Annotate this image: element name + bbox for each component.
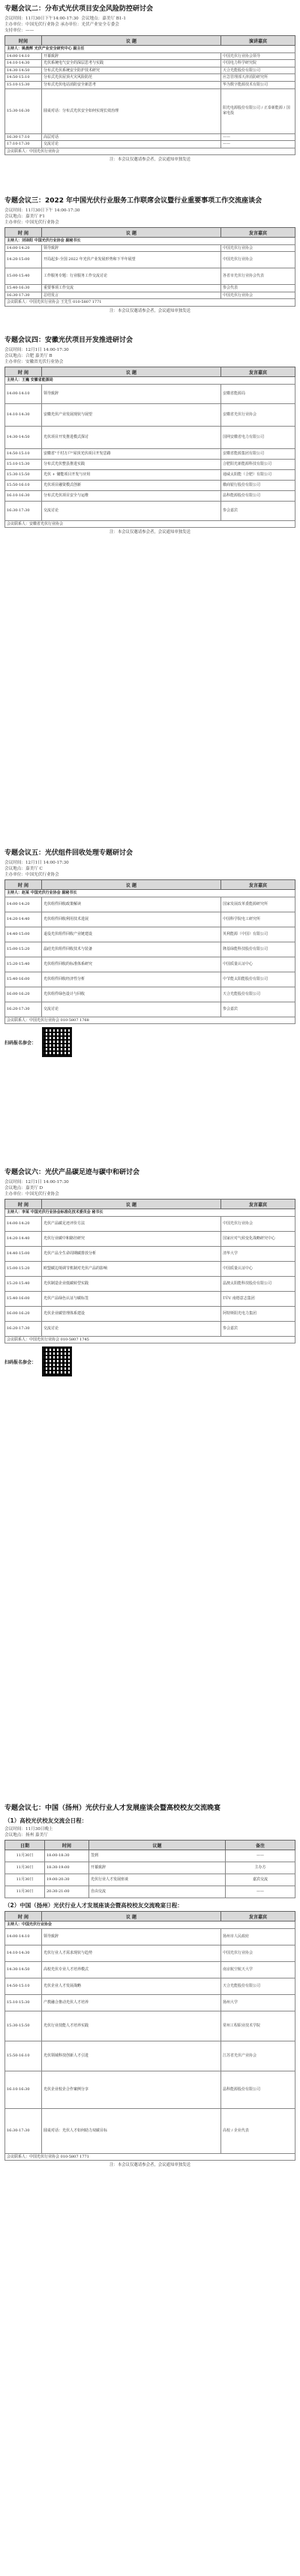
table-row <box>5 480 296 490</box>
meta-location: 会议地点：合肥 嘉美厅 B <box>4 354 52 358</box>
table-row <box>5 2108 296 2153</box>
col-time: 时 间 <box>5 367 42 377</box>
contact-line: 会议联系人：中国光伏行业协会 王先生 010-5807 1771 <box>5 299 296 307</box>
remark-cell: 主办方 <box>226 1862 296 1874</box>
col-time: 时间 <box>45 1841 89 1850</box>
host-line: 主持人：中国光伏行业协会 <box>5 1922 296 1929</box>
topic-cell: 开局起步-全国 2022 年光伏产业发展形势和下半年展望 <box>42 252 221 268</box>
time-cell: 18:30-19:00 <box>45 1862 89 1874</box>
speaker-cell: 晶科能源股份有限公司 <box>221 490 296 501</box>
topic-cell: 光伏组件回收经济性分析 <box>42 972 221 987</box>
speaker-cell: 南京航空航天大学 <box>221 1961 296 1978</box>
table-row <box>5 1994 296 2011</box>
time-cell: 15:20-15:40 <box>5 1276 42 1291</box>
col-time: 时间 <box>5 36 42 46</box>
topic-cell: 光伏组件回收政策解读 <box>42 897 221 912</box>
table-row <box>5 1291 296 1306</box>
topic-cell: 光伏制造企业低碳转型实践 <box>42 1276 221 1291</box>
topic-cell: 分布式光伏电站消防安全新思考 <box>42 81 221 88</box>
contact-line: 会议联系人：中国光伏行业协会 <box>5 148 296 155</box>
meta-support: 支持单位：—— <box>4 28 34 33</box>
time-cell: 14:10-14:30 <box>5 1945 42 1961</box>
topic-cell: 分布式光伏屋顶火灾风险防范 <box>42 74 221 82</box>
speaker-cell: 中国质量认证中心 <box>221 1261 296 1276</box>
table-header-row <box>5 1912 296 1922</box>
topic-cell: 高校光伏专业人才培养模式 <box>42 1961 221 1978</box>
time-cell: 14:00-14:10 <box>5 52 42 60</box>
topic-cell: 分布式光伏项目安全与运维 <box>42 490 221 501</box>
time-cell: 16:30-17:30 <box>5 501 42 520</box>
meta-location: 会议地点：嘉美厅 F1 <box>4 214 45 219</box>
speaker-cell: 天合光能股份有限公司 <box>221 67 296 74</box>
subheading: （1）高校光伏校友交流会日程： <box>4 1817 88 1824</box>
qr-code-icon[interactable] <box>42 1346 72 1376</box>
speaker-cell: 天合光能股份有限公司 <box>221 1978 296 1994</box>
topic-cell: 交流讨论 <box>42 141 221 148</box>
agenda-table <box>4 367 296 528</box>
topic-cell: 光伏项目融资模式创新 <box>42 480 221 490</box>
speaker-cell: 国家应对气候变化战略研究中心 <box>221 1231 296 1246</box>
meta-location: 会议地点：嘉美厅 D <box>4 1186 44 1191</box>
section-title: 专题会议二：分布式光伏项目安全风险防控研讨会 <box>4 5 154 13</box>
time-cell: 15:30-15:50 <box>5 2011 42 2041</box>
time-cell: 16:30-17:30 <box>5 292 42 299</box>
speaker-cell: 常州工程职业技术学院 <box>221 2011 296 2041</box>
time-cell: 15:00-15:20 <box>5 1261 42 1276</box>
agenda-table <box>4 227 296 307</box>
time-cell: 15:50-16:10 <box>5 2041 42 2071</box>
table-row <box>5 60 296 67</box>
speaker-cell: 中国光伏行业协会 <box>221 1945 296 1961</box>
speaker-cell: 扬州市人民政府 <box>221 1928 296 1945</box>
agenda-table <box>4 1911 296 2161</box>
date-cell: 11月30日 <box>5 1862 45 1874</box>
speaker-cell: 高校 / 企业代表 <box>221 2108 296 2153</box>
time-cell: 17:10-17:30 <box>5 141 42 148</box>
host-line: 主持人：李某 中国光伏行业协会标准化技术委员会 秘书长 <box>5 1209 296 1217</box>
topic-cell: 安徽光伏产业发展现状与展望 <box>42 403 221 426</box>
table-header-row <box>5 36 296 46</box>
topic-cell: 领导致辞 <box>42 244 221 252</box>
speaker-cell: 阿特斯阳光电力集团 <box>221 1306 296 1321</box>
topic-cell: 光伏行业碳中和路径研究 <box>42 1231 221 1246</box>
col-topic: 议题 <box>89 1841 226 1850</box>
time-cell: 16:10-16:30 <box>5 490 42 501</box>
speaker-cell: 晶澳太阳能科技股份有限公司 <box>221 1276 296 1291</box>
table-row <box>5 1886 296 1898</box>
speaker-cell: 安徽省光伏行业协会 <box>221 403 296 426</box>
meta-time: 会议时间：11月30日下午14:00-17:30 会议地点：嘉美厅 B1-1 <box>4 16 126 21</box>
time-cell: 16:20-17:30 <box>5 1002 42 1017</box>
time-cell: 15:40-16:00 <box>5 1291 42 1306</box>
topic-cell: 光伏组件绿色设计与回收 <box>42 987 221 1002</box>
meta-time: 会议时间：11月30日下午 14:00-17:30 <box>4 208 80 213</box>
table-row <box>5 1874 296 1886</box>
table-row <box>5 912 296 927</box>
time-cell: 14:50-15:10 <box>5 74 42 82</box>
qr-label: 扫码报名参会： <box>4 1040 37 1046</box>
contact-line: 会议联系人：安徽省光伏行业协会 <box>5 520 296 528</box>
time-cell: 15:10-15:30 <box>5 459 42 469</box>
table-row <box>5 1261 296 1276</box>
speaker-cell: 徽商银行股份有限公司 <box>221 480 296 490</box>
speaker-cell: 应急管理部天津消防研究所 <box>221 74 296 82</box>
remark-cell: —— <box>226 1886 296 1898</box>
time-cell: 15:40-16:30 <box>5 285 42 292</box>
table-row <box>5 1978 296 1994</box>
table-row <box>5 252 296 268</box>
time-cell: 14:40-15:00 <box>5 927 42 942</box>
topic-cell: 晶硅光伏组件回收技术与装备 <box>42 942 221 957</box>
table-header-row <box>5 1200 296 1209</box>
speaker-cell: 中节能太阳能股份有限公司 <box>221 972 296 987</box>
time-cell: 16:00-16:20 <box>5 987 42 1002</box>
topic-cell: 光伏企业碳管理体系建设 <box>42 1306 221 1321</box>
table-row <box>5 972 296 987</box>
note: 注：本会议仅邀请参会者，会议通知单独发送 <box>110 157 190 163</box>
table-row <box>5 897 296 912</box>
time-cell: 15:20-15:40 <box>5 957 42 972</box>
topic-cell: 自由交流 <box>89 1886 226 1898</box>
speaker-cell: 参会嘉宾 <box>221 1321 296 1336</box>
table-row <box>5 1945 296 1961</box>
speaker-cell: 江苏省光伏产业协会 <box>221 2041 296 2071</box>
meta-host-unit: 主办单位：中国光伏行业协会 <box>4 873 59 877</box>
time-cell: 14:30-14:50 <box>5 426 42 448</box>
time-cell: 15:30-16:30 <box>5 88 42 133</box>
time-cell: 15:00-15:20 <box>5 942 42 957</box>
table-row <box>5 1246 296 1261</box>
table-row <box>5 942 296 957</box>
topic-cell: 光伏产品碳足迹评价方法 <box>42 1216 221 1231</box>
table-header-row <box>5 367 296 377</box>
host-line: 主持人：姚晨辉 光伏产业安全研究中心 副主任 <box>5 46 296 53</box>
speaker-cell: 中国光伏行业协会 <box>221 244 296 252</box>
topic-cell: 分布式光伏系统安全防护技术研究 <box>42 67 221 74</box>
section-title: 专题会议三：2022 年中国光伏行业服务工作联席会议暨行业重要事项工作交流座谈会 <box>4 197 262 205</box>
section-title: 专题会议五：光伏组件回收处理专题研讨会 <box>4 849 134 857</box>
table-row <box>5 1321 296 1336</box>
col-time: 时 间 <box>5 228 42 238</box>
time-cell: 14:50-15:10 <box>5 1978 42 1994</box>
date-cell: 11月30日 <box>5 1886 45 1898</box>
topic-cell: 光伏领域科技创新人才引进 <box>42 2041 221 2071</box>
table-row <box>5 1231 296 1246</box>
time-cell: 16:30-17:30 <box>5 2108 42 2153</box>
topic-cell: 交流讨论 <box>42 501 221 520</box>
speaker-cell: 天合光能股份有限公司 <box>221 987 296 1002</box>
speaker-cell: 扬州大学 <box>221 1994 296 2011</box>
col-speaker: 发言嘉宾 <box>221 228 296 238</box>
time-cell: 15:40-16:00 <box>5 972 42 987</box>
table-row <box>5 2041 296 2071</box>
table-row <box>5 1850 296 1862</box>
col-remark: 备注 <box>226 1841 296 1850</box>
topic-cell: 交流讨论 <box>42 1002 221 1017</box>
section-4 <box>4 849 296 1057</box>
table-header-row <box>5 880 296 890</box>
host-line: 主持人：王巍 安徽省能源局 <box>5 377 296 385</box>
time-cell: 16:20-17:30 <box>5 1321 42 1336</box>
table-row <box>5 469 296 480</box>
agenda-table <box>4 879 296 1024</box>
speaker-cell: 安徽省能源集团有限公司 <box>221 448 296 459</box>
topic-cell: 产教融合推动光伏人才培养 <box>42 1994 221 2011</box>
table-row <box>5 244 296 252</box>
table-row <box>5 1306 296 1321</box>
time-cell: 15:30-15:50 <box>5 469 42 480</box>
time-cell: 14:20-14:40 <box>5 1231 42 1246</box>
time-cell: 15:10-15:30 <box>5 1994 42 2011</box>
section-6 <box>4 1804 296 2169</box>
topic-cell: 光伏行业技能人才培养实践 <box>42 2011 221 2041</box>
section-title: 专题会议七：中国（扬州）光伏行业人才发展座谈会暨高校校友交流晚宴 <box>4 1805 221 1812</box>
table-row <box>5 74 296 82</box>
col-speaker: 发言嘉宾 <box>221 1200 296 1209</box>
time-cell: 16:10-16:30 <box>5 2071 42 2108</box>
table-row <box>5 490 296 501</box>
topic-cell: 签到 <box>89 1850 226 1862</box>
meta-host-unit: 主办单位：中国光伏行业协会 <box>4 220 59 225</box>
table-row <box>5 1216 296 1231</box>
table-row <box>5 459 296 469</box>
col-topic: 议 题 <box>42 36 221 46</box>
speaker-cell: 晶科能源股份有限公司 <box>221 2071 296 2108</box>
time-cell: 14:00-14:20 <box>5 1216 42 1231</box>
agenda-table <box>4 35 296 155</box>
host-line: 主持人：刘译阳 中国光伏行业协会 副秘书长 <box>5 238 296 245</box>
table-row <box>5 927 296 942</box>
section-title: 专题会议六：光伏产品碳足迹与碳中和研讨会 <box>4 1169 140 1176</box>
section-title: 专题会议四：安徽光伏项目开发推进研讨会 <box>4 337 134 344</box>
table-row <box>5 403 296 426</box>
contact-line: 会议联系人：中国光伏行业协会 010-5807 1771 <box>5 2153 296 2161</box>
topic-cell: 圆桌对话：光伏人才如何助力双碳目标 <box>42 2108 221 2153</box>
qr-code-icon[interactable] <box>42 1027 72 1057</box>
table-row <box>5 285 296 292</box>
topic-cell: 重要事项工作交流 <box>42 285 221 292</box>
note: 注：本会议仅邀请参会者，会议通知单独发送 <box>110 2163 190 2168</box>
meta-host-unit: 主办单位：中国光伏行业协会 承办单位：光伏产业安全专委会 <box>4 22 119 27</box>
meta-time: 会议时间：11月30日晚上 <box>4 1827 53 1832</box>
speaker-cell: 华为数字能源技术有限公司 <box>221 81 296 88</box>
remark-cell: —— <box>226 1850 296 1862</box>
section-1 <box>4 4 296 163</box>
time-cell: 14:20-14:40 <box>5 912 42 927</box>
speaker-cell: 参会代表 <box>221 285 296 292</box>
date-cell: 11月30日 <box>5 1850 45 1862</box>
time-cell: 14:10-14:30 <box>5 403 42 426</box>
speaker-cell: 中国光伏行业协会 <box>221 252 296 268</box>
speaker-cell: 通威太阳能（合肥）有限公司 <box>221 469 296 480</box>
speaker-cell: 隆基绿能科技股份有限公司 <box>221 942 296 957</box>
speaker-cell: 阳光电源股份有限公司 / 正泰新能源 / 国家电投 <box>221 88 296 133</box>
table-row <box>5 2071 296 2108</box>
table-header-row <box>5 1841 296 1850</box>
table-row <box>5 957 296 972</box>
table-row <box>5 448 296 459</box>
table-row <box>5 81 296 88</box>
col-speaker: 发言嘉宾 <box>221 367 296 377</box>
speaker-cell: TÜV 南德意志集团 <box>221 1291 296 1306</box>
meta-time: 会议时间：12月1日 14:00-17:30 <box>4 1180 69 1185</box>
time-cell: 14:10-14:30 <box>5 60 42 67</box>
time-cell: 14:00-14:20 <box>5 244 42 252</box>
speaker-cell: 清华大学 <box>221 1246 296 1261</box>
col-topic: 议 题 <box>42 1912 221 1922</box>
time-cell: 15:50-16:10 <box>5 480 42 490</box>
contact-line: 会议联系人：中国光伏行业协会 010-5807 1745 <box>5 1336 296 1343</box>
table-row <box>5 268 296 285</box>
topic-cell: 光伏组件回收利用技术进展 <box>42 912 221 927</box>
speaker-cell: 中国质量认证中心 <box>221 957 296 972</box>
table-row <box>5 67 296 74</box>
meta-location: 会议地点：嘉美厅 C <box>4 867 43 871</box>
time-cell: 14:30-14:50 <box>5 67 42 74</box>
topic-cell: 分布式光伏整县推进实践 <box>42 459 221 469</box>
col-topic: 议 题 <box>42 880 221 890</box>
table-row <box>5 987 296 1002</box>
speaker-cell: 中国光伏行业协会 <box>221 1216 296 1231</box>
meta-host-unit: 主办单位：安徽省光伏行业协会 <box>4 360 64 364</box>
meta-location: 会议地点：扬州 嘉美厅 <box>4 1833 48 1838</box>
table-row <box>5 88 296 133</box>
topic-cell: 光伏产品绿色认证与碳标签 <box>42 1291 221 1306</box>
topic-cell: 光伏企业人才发展战略 <box>42 1978 221 1994</box>
table-row <box>5 1928 296 1945</box>
col-date: 日期 <box>5 1841 45 1850</box>
meta-time: 会议时间：12月1日 14:00-17:30 <box>4 861 69 865</box>
topic-cell: 光伏项目开发推进模式探讨 <box>42 426 221 448</box>
col-time: 时 间 <box>5 880 42 890</box>
topic-cell: 光伏 + 储能项目开发与应用 <box>42 469 221 480</box>
time-cell: 20:30-21:00 <box>45 1886 89 1898</box>
col-speaker: 发言嘉宾 <box>221 880 296 890</box>
topic-cell: 领导致辞 <box>42 1928 221 1945</box>
table-row <box>5 1002 296 1017</box>
contact-line: 会议联系人：中国光伏行业协会 010-5807 1768 <box>5 1017 296 1024</box>
time-cell: 14:30-14:50 <box>5 1961 42 1978</box>
time-cell: 14:40-15:00 <box>5 1246 42 1261</box>
schedule-table <box>4 1840 296 1898</box>
time-cell: 14:00-14:10 <box>5 1928 42 1945</box>
topic-cell: 安徽省"千村万户"屋顶光伏项目开发思路 <box>42 448 221 459</box>
topic-cell: 高层对话 <box>42 133 221 141</box>
topic-cell: 总结发言 <box>42 292 221 299</box>
col-time: 时 间 <box>5 1912 42 1922</box>
time-cell: 16:00-16:20 <box>5 1306 42 1321</box>
speaker-cell: —— <box>221 133 296 141</box>
speaker-cell: 安徽省能源局 <box>221 384 296 403</box>
remark-cell: 嘉宾交流 <box>226 1874 296 1886</box>
speaker-cell: 参会嘉宾 <box>221 1002 296 1017</box>
time-cell: 14:00-14:10 <box>5 384 42 403</box>
date-cell: 11月30日 <box>5 1874 45 1886</box>
speaker-cell: 中国科学院电工研究所 <box>221 912 296 927</box>
speaker-cell: 中国光伏行业协会 <box>221 292 296 299</box>
section-5 <box>4 1168 296 1376</box>
note: 注：本会议仅邀请参会者，会议通知单独发送 <box>110 530 190 535</box>
host-line: 主持人：赵某 中国光伏行业协会 副秘书长 <box>5 890 296 897</box>
col-speaker: 发言嘉宾 <box>221 1912 296 1922</box>
topic-cell: 光伏企业校企合作案例分享 <box>42 2071 221 2108</box>
topic-cell: 圆桌对话：分布式光伏安全如何实现长效治理 <box>42 88 221 133</box>
speaker-cell: 英利能源（中国）有限公司 <box>221 927 296 942</box>
speaker-cell: —— <box>221 141 296 148</box>
time-cell: 15:00-15:40 <box>5 268 42 285</box>
topic-cell: 光伏产品全生命周期碳排放分析 <box>42 1246 221 1261</box>
topic-cell: 交流讨论 <box>42 1321 221 1336</box>
qr-block <box>4 1027 296 1057</box>
table-row <box>5 1961 296 1978</box>
col-time: 时 间 <box>5 1200 42 1209</box>
topic-cell: 光伏行业人才需求现状与趋势 <box>42 1945 221 1961</box>
time-cell: 14:20-15:00 <box>5 252 42 268</box>
topic-cell: 欧盟碳边境调节机制对光伏产品的影响 <box>42 1261 221 1276</box>
topic-cell: 退役光伏组件回收产业链建设 <box>42 927 221 942</box>
topic-cell: 工作服务专题：行业服务工作交流讨论 <box>42 268 221 285</box>
col-topic: 议 题 <box>42 367 221 377</box>
topic-cell: 光伏系统电气安全的深层思考与实践 <box>42 60 221 67</box>
time-cell: 15:10-15:30 <box>5 81 42 88</box>
topic-cell: 领导致辞 <box>42 384 221 403</box>
time-cell: 18:00-18:30 <box>45 1850 89 1862</box>
table-row <box>5 141 296 148</box>
qr-block <box>4 1346 296 1376</box>
table-row <box>5 2011 296 2041</box>
speaker-cell: 参会嘉宾 <box>221 501 296 520</box>
topic-cell: 光伏行业人才发展座谈 <box>89 1874 226 1886</box>
meta-time: 会议时间：12月1日 14:00-17:30 <box>4 348 69 352</box>
agenda-table <box>4 1199 296 1343</box>
topic-cell: 开幕致辞 <box>42 52 221 60</box>
time-cell: 14:50-15:10 <box>5 448 42 459</box>
time-cell: 16:30-17:10 <box>5 133 42 141</box>
col-topic: 议 题 <box>42 228 221 238</box>
meta-host-unit: 主办单位：中国光伏行业协会 <box>4 1192 59 1197</box>
time-cell: 14:00-14:20 <box>5 897 42 912</box>
table-row <box>5 133 296 141</box>
section-3 <box>4 336 296 536</box>
speaker-cell: 国网安徽省电力有限公司 <box>221 426 296 448</box>
col-topic: 议 题 <box>42 1200 221 1209</box>
speaker-cell: 中国电力科学研究院 <box>221 60 296 67</box>
qr-label: 扫码报名参会： <box>4 1359 37 1365</box>
time-cell: 19:00-20:30 <box>45 1874 89 1886</box>
topic-cell: 光伏组件回收的标准体系研究 <box>42 957 221 972</box>
speaker-cell: 国家发展改革委能源研究所 <box>221 897 296 912</box>
table-row <box>5 426 296 448</box>
table-row <box>5 1276 296 1291</box>
note: 注：本会议仅邀请参会者，会议通知单独发送 <box>110 308 190 313</box>
table-row <box>5 52 296 60</box>
speaker-cell: 各省市光伏行业协会代表 <box>221 268 296 285</box>
table-row <box>5 292 296 299</box>
table-row <box>5 501 296 520</box>
table-row <box>5 1862 296 1874</box>
col-speaker: 演讲嘉宾 <box>221 36 296 46</box>
table-row <box>5 384 296 403</box>
speaker-cell: 合肥阳光新能源科技有限公司 <box>221 459 296 469</box>
speaker-cell: 中国光伏行业协会领导 <box>221 52 296 60</box>
topic-cell: 开幕致辞 <box>89 1862 226 1874</box>
section-2 <box>4 196 296 315</box>
table-header-row <box>5 228 296 238</box>
subheading: （2）中国（扬州）光伏行业人才发展座谈会暨高校校友交流晚宴日程： <box>4 1902 183 1909</box>
